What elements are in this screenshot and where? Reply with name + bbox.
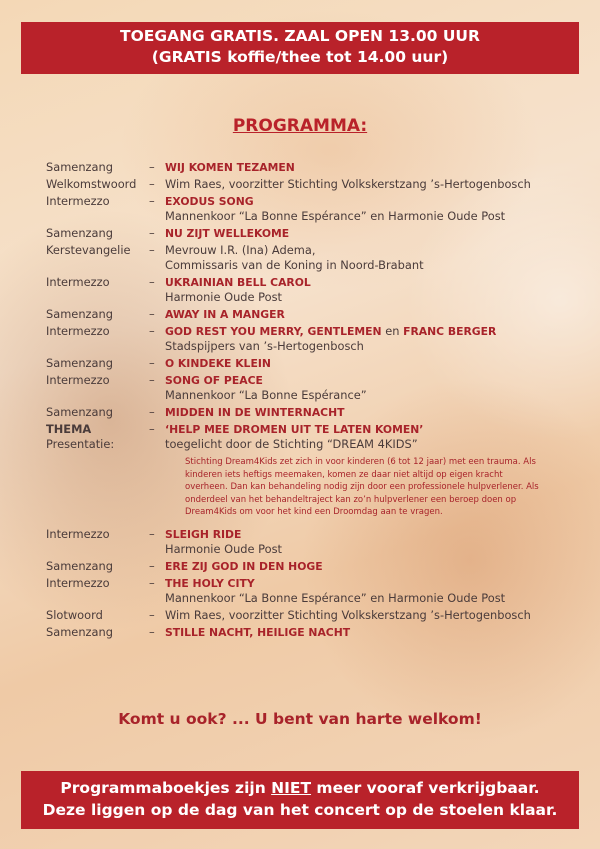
program-label-text: Samenzang <box>46 160 113 174</box>
program-title-line <box>165 307 576 322</box>
program-detail: Mannenkoor “La Bonne Espérance” en Harmonie Oude Post <box>165 209 506 223</box>
program-content <box>165 422 576 525</box>
program-list <box>46 160 576 642</box>
program-content <box>165 576 576 606</box>
program-detail: toegelicht door de Stichting “DREAM 4KIDS” <box>165 437 418 451</box>
program-label-text: Intermezzo <box>46 575 110 590</box>
bottom-banner-line-1 <box>21 777 579 799</box>
program-label <box>46 194 149 224</box>
program-label-text: Samenzang <box>46 307 113 321</box>
bottom-banner-line-2: Deze liggen op de dag van het concert op de stoelen klaar. <box>42 801 558 819</box>
program-row <box>46 307 576 322</box>
program-row <box>46 243 576 273</box>
program-label-text: Intermezzo <box>46 275 110 289</box>
program-title-line <box>165 275 576 290</box>
program-label <box>46 608 149 623</box>
program-label-text: Intermezzo <box>46 373 110 387</box>
program-row <box>46 356 576 371</box>
program-title: MIDDEN IN DE WINTERNACHT <box>165 406 345 419</box>
program-row <box>46 275 576 305</box>
program-content <box>165 243 576 273</box>
program-label <box>46 324 149 354</box>
program-label-text: Slotwoord <box>46 607 103 622</box>
program-dash: – <box>149 356 155 370</box>
program-row <box>46 177 576 192</box>
program-label-text: Welkomstwoord <box>46 177 137 191</box>
program-row <box>46 194 576 224</box>
program-label <box>46 243 149 273</box>
program-row <box>46 324 576 354</box>
program-label-text: Samenzang <box>46 624 113 639</box>
program-title-line <box>165 160 576 175</box>
program-detail: Mevrouw I.R. (Ina) Adema, <box>165 243 316 257</box>
program-content <box>165 226 576 241</box>
program-label <box>46 275 149 305</box>
program-content <box>165 177 576 192</box>
program-label-text: Kerstevangelie <box>46 243 131 257</box>
program-row <box>46 160 576 175</box>
program-label-text: Samenzang <box>46 558 113 573</box>
program-label <box>46 527 149 557</box>
program-detail: Harmonie Oude Post <box>165 290 282 304</box>
program-dash: – <box>149 526 155 541</box>
program-label-text: Samenzang <box>46 356 113 370</box>
program-label <box>46 576 149 606</box>
program-dash: – <box>149 177 155 191</box>
bottom-banner <box>21 771 579 829</box>
program-label <box>46 373 149 403</box>
program-content <box>165 625 576 640</box>
program-detail: Mannenkoor “La Bonne Espérance” en Harmonie Oude Post <box>165 590 506 605</box>
program-row <box>46 559 576 574</box>
program-title-2: FRANC BERGER <box>403 325 497 338</box>
program-dash: – <box>149 422 155 436</box>
program-label <box>46 177 149 192</box>
program-label <box>46 160 149 175</box>
program-label <box>46 422 149 525</box>
program-detail: Wim Raes, voorzitter Stichting Volkskerstzang ’s-Hertogenbosch <box>165 177 531 191</box>
program-label <box>46 625 149 640</box>
program-content <box>165 307 576 322</box>
program-title-line <box>165 559 576 574</box>
program-dash: – <box>149 373 155 387</box>
program-row <box>46 373 576 403</box>
program-title-line <box>165 405 576 420</box>
program-dash: – <box>149 607 155 622</box>
program-dash: – <box>149 160 155 174</box>
program-label <box>46 226 149 241</box>
program-label <box>46 405 149 420</box>
welcome-text: Komt u ook? ... U bent van harte welkom! <box>118 710 482 728</box>
program-title: STILLE NACHT, HEILIGE NACHT <box>165 625 351 639</box>
program-title-line <box>165 373 576 388</box>
program-content <box>165 527 576 557</box>
program-title-line <box>165 527 576 542</box>
program-row <box>46 422 576 525</box>
program-title: SLEIGH RIDE <box>165 527 242 541</box>
program-title-line <box>165 324 576 339</box>
program-title-line <box>165 194 576 209</box>
program-detail: Stadspijpers van ’s-Hertogenbosch <box>165 339 364 353</box>
program-description: Stichting Dream4Kids zet zich in voor kinderen (6 tot 12 jaar) met een trauma. Als kinderen iets heftigs meemaken, komen ze daar niet altijd op eigen kracht overheen. Dan kan behandeling nodig zijn door een professionele hulpverlener. Als onderdeel van het behandeltraject kan zo’n hulpverlener een beroep doen op Dream4Kids om voor het kind een Droomdag aan te vragen. <box>185 457 539 517</box>
top-banner <box>21 22 579 74</box>
program-title: AWAY IN A MANGER <box>165 308 285 321</box>
program-row <box>46 405 576 420</box>
program-label <box>46 356 149 371</box>
program-dash: – <box>149 405 155 419</box>
top-banner-line-1: TOEGANG GRATIS. ZAAL OPEN 13.00 UUR <box>120 27 480 45</box>
program-heading: PROGRAMMA: <box>232 116 368 136</box>
program-dash: – <box>149 194 155 208</box>
program-title-line <box>165 226 576 241</box>
program-content <box>165 275 576 305</box>
program-title-line <box>165 422 576 437</box>
program-dash: – <box>149 275 155 289</box>
program-label <box>46 559 149 574</box>
program-label-text: Intermezzo <box>46 526 110 541</box>
program-dash: – <box>149 324 155 338</box>
program-title: GOD REST YOU MERRY, GENTLEMEN <box>165 325 382 338</box>
bottom-banner-line-1-post: meer vooraf verkrijgbaar. <box>311 779 540 797</box>
program-title-line <box>165 625 576 640</box>
program-content <box>165 608 576 623</box>
program-title-line <box>165 576 576 591</box>
program-label-text: THEMA <box>46 422 92 436</box>
bottom-banner-emphasis: NIET <box>271 779 312 797</box>
program-label-text: Samenzang <box>46 405 113 419</box>
program-label-sub: Presentatie: <box>46 437 115 451</box>
program-title: THE HOLY CITY <box>165 576 255 590</box>
program-label-text: Intermezzo <box>46 194 110 208</box>
program-title: WIJ KOMEN TEZAMEN <box>165 161 295 174</box>
program-detail-2: Commissaris van de Koning in Noord-Brabant <box>165 258 424 272</box>
program-title: ERE ZIJ GOD IN DEN HOGE <box>165 559 323 573</box>
program-joiner: en <box>385 324 400 338</box>
program-detail: Wim Raes, voorzitter Stichting Volkskerstzang ’s-Hertogenbosch <box>165 607 531 622</box>
program-dash: – <box>149 558 155 573</box>
program-title-line <box>165 356 576 371</box>
program-row <box>46 226 576 241</box>
program-dash: – <box>149 226 155 240</box>
program-detail: Harmonie Oude Post <box>165 541 282 556</box>
program-content <box>165 194 576 224</box>
program-dash: – <box>149 575 155 590</box>
program-dash: – <box>149 624 155 639</box>
program-label-text: Samenzang <box>46 226 113 240</box>
program-dash: – <box>149 243 155 257</box>
program-row <box>46 576 576 606</box>
bottom-banner-line-1-pre: Programmaboekjes zijn <box>60 779 272 797</box>
program-dash: – <box>149 307 155 321</box>
program-row <box>46 527 576 557</box>
program-title: UKRAINIAN BELL CAROL <box>165 276 311 289</box>
program-title: EXODUS SONG <box>165 195 254 208</box>
program-content <box>165 373 576 403</box>
program-label <box>46 307 149 322</box>
program-row <box>46 625 576 640</box>
program-content <box>165 356 576 371</box>
program-label-text: Intermezzo <box>46 324 110 338</box>
program-title: ‘HELP MEE DROMEN UIT TE LATEN KOMEN’ <box>165 423 424 436</box>
program-detail: Mannenkoor “La Bonne Espérance” <box>165 388 367 402</box>
program-content <box>165 559 576 574</box>
top-banner-line-2: (GRATIS koffie/thee tot 14.00 uur) <box>151 48 449 66</box>
program-row <box>46 608 576 623</box>
program-title: O KINDEKE KLEIN <box>165 357 271 370</box>
program-content <box>165 405 576 420</box>
program-title: SONG OF PEACE <box>165 374 263 387</box>
program-content <box>165 160 576 175</box>
program-content <box>165 324 576 354</box>
program-title: NU ZIJT WELLEKOME <box>165 227 290 240</box>
